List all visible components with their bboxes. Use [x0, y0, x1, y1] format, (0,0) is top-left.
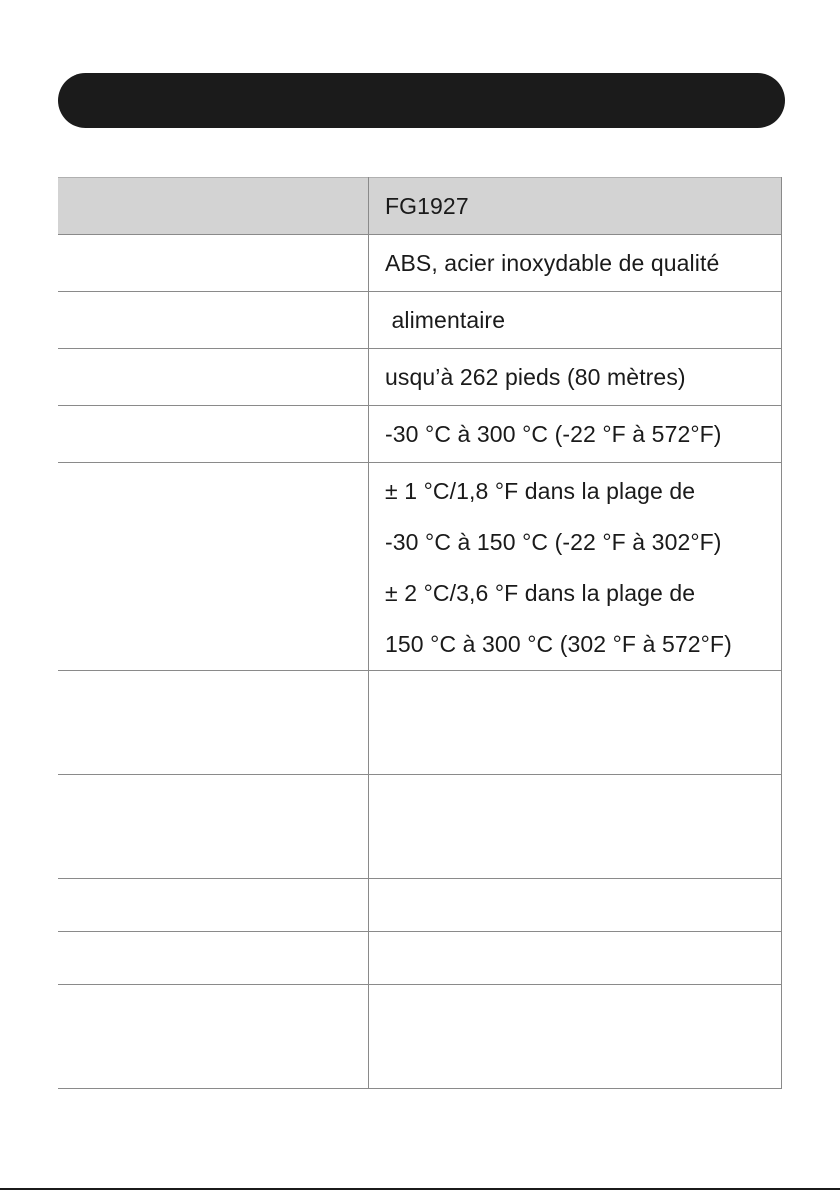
accuracy-line: ± 2 °C/3,6 °F dans la plage de: [385, 580, 696, 606]
header-label-cell: [58, 178, 369, 235]
material-value-continued: alimentaire: [369, 292, 782, 349]
table-header-row: [58, 178, 782, 235]
row-label: [58, 671, 369, 775]
row-value: [369, 932, 782, 985]
table-row: [58, 235, 782, 292]
table-row: [58, 463, 782, 671]
accuracy-line: -30 °C à 150 °C (-22 °F à 302°F): [385, 529, 722, 555]
row-label: [58, 985, 369, 1089]
row-label: [58, 879, 369, 932]
table-row: [58, 879, 782, 932]
table-row: [58, 775, 782, 879]
table-row: [58, 349, 782, 406]
table-row: [58, 671, 782, 775]
row-label: [58, 406, 369, 463]
row-label: [58, 292, 369, 349]
row-label: [58, 235, 369, 292]
row-value: [369, 879, 782, 932]
model-value: FG1927: [369, 178, 782, 235]
table-row: [58, 292, 782, 349]
accuracy-line: ± 1 °C/1,8 °F dans la plage de: [385, 478, 696, 504]
row-label: [58, 463, 369, 671]
row-value: [369, 775, 782, 879]
row-label: [58, 932, 369, 985]
row-label: [58, 775, 369, 879]
table-row: [58, 932, 782, 985]
footer-rule: [0, 1188, 840, 1190]
row-label: [58, 349, 369, 406]
row-value: [369, 671, 782, 775]
table-row: [58, 985, 782, 1089]
specifications-table: [58, 177, 782, 1089]
temperature-range-value: -30 °C à 300 °C (-22 °F à 572°F): [369, 406, 782, 463]
accuracy-value: [369, 463, 782, 671]
range-value: usqu’à 262 pieds (80 mètres): [369, 349, 782, 406]
accuracy-line: 150 °C à 300 °C (302 °F à 572°F): [385, 631, 732, 657]
section-title-banner: [58, 73, 785, 128]
table-row: [58, 406, 782, 463]
row-value: [369, 985, 782, 1089]
material-value: ABS, acier inoxydable de qualité: [369, 235, 782, 292]
